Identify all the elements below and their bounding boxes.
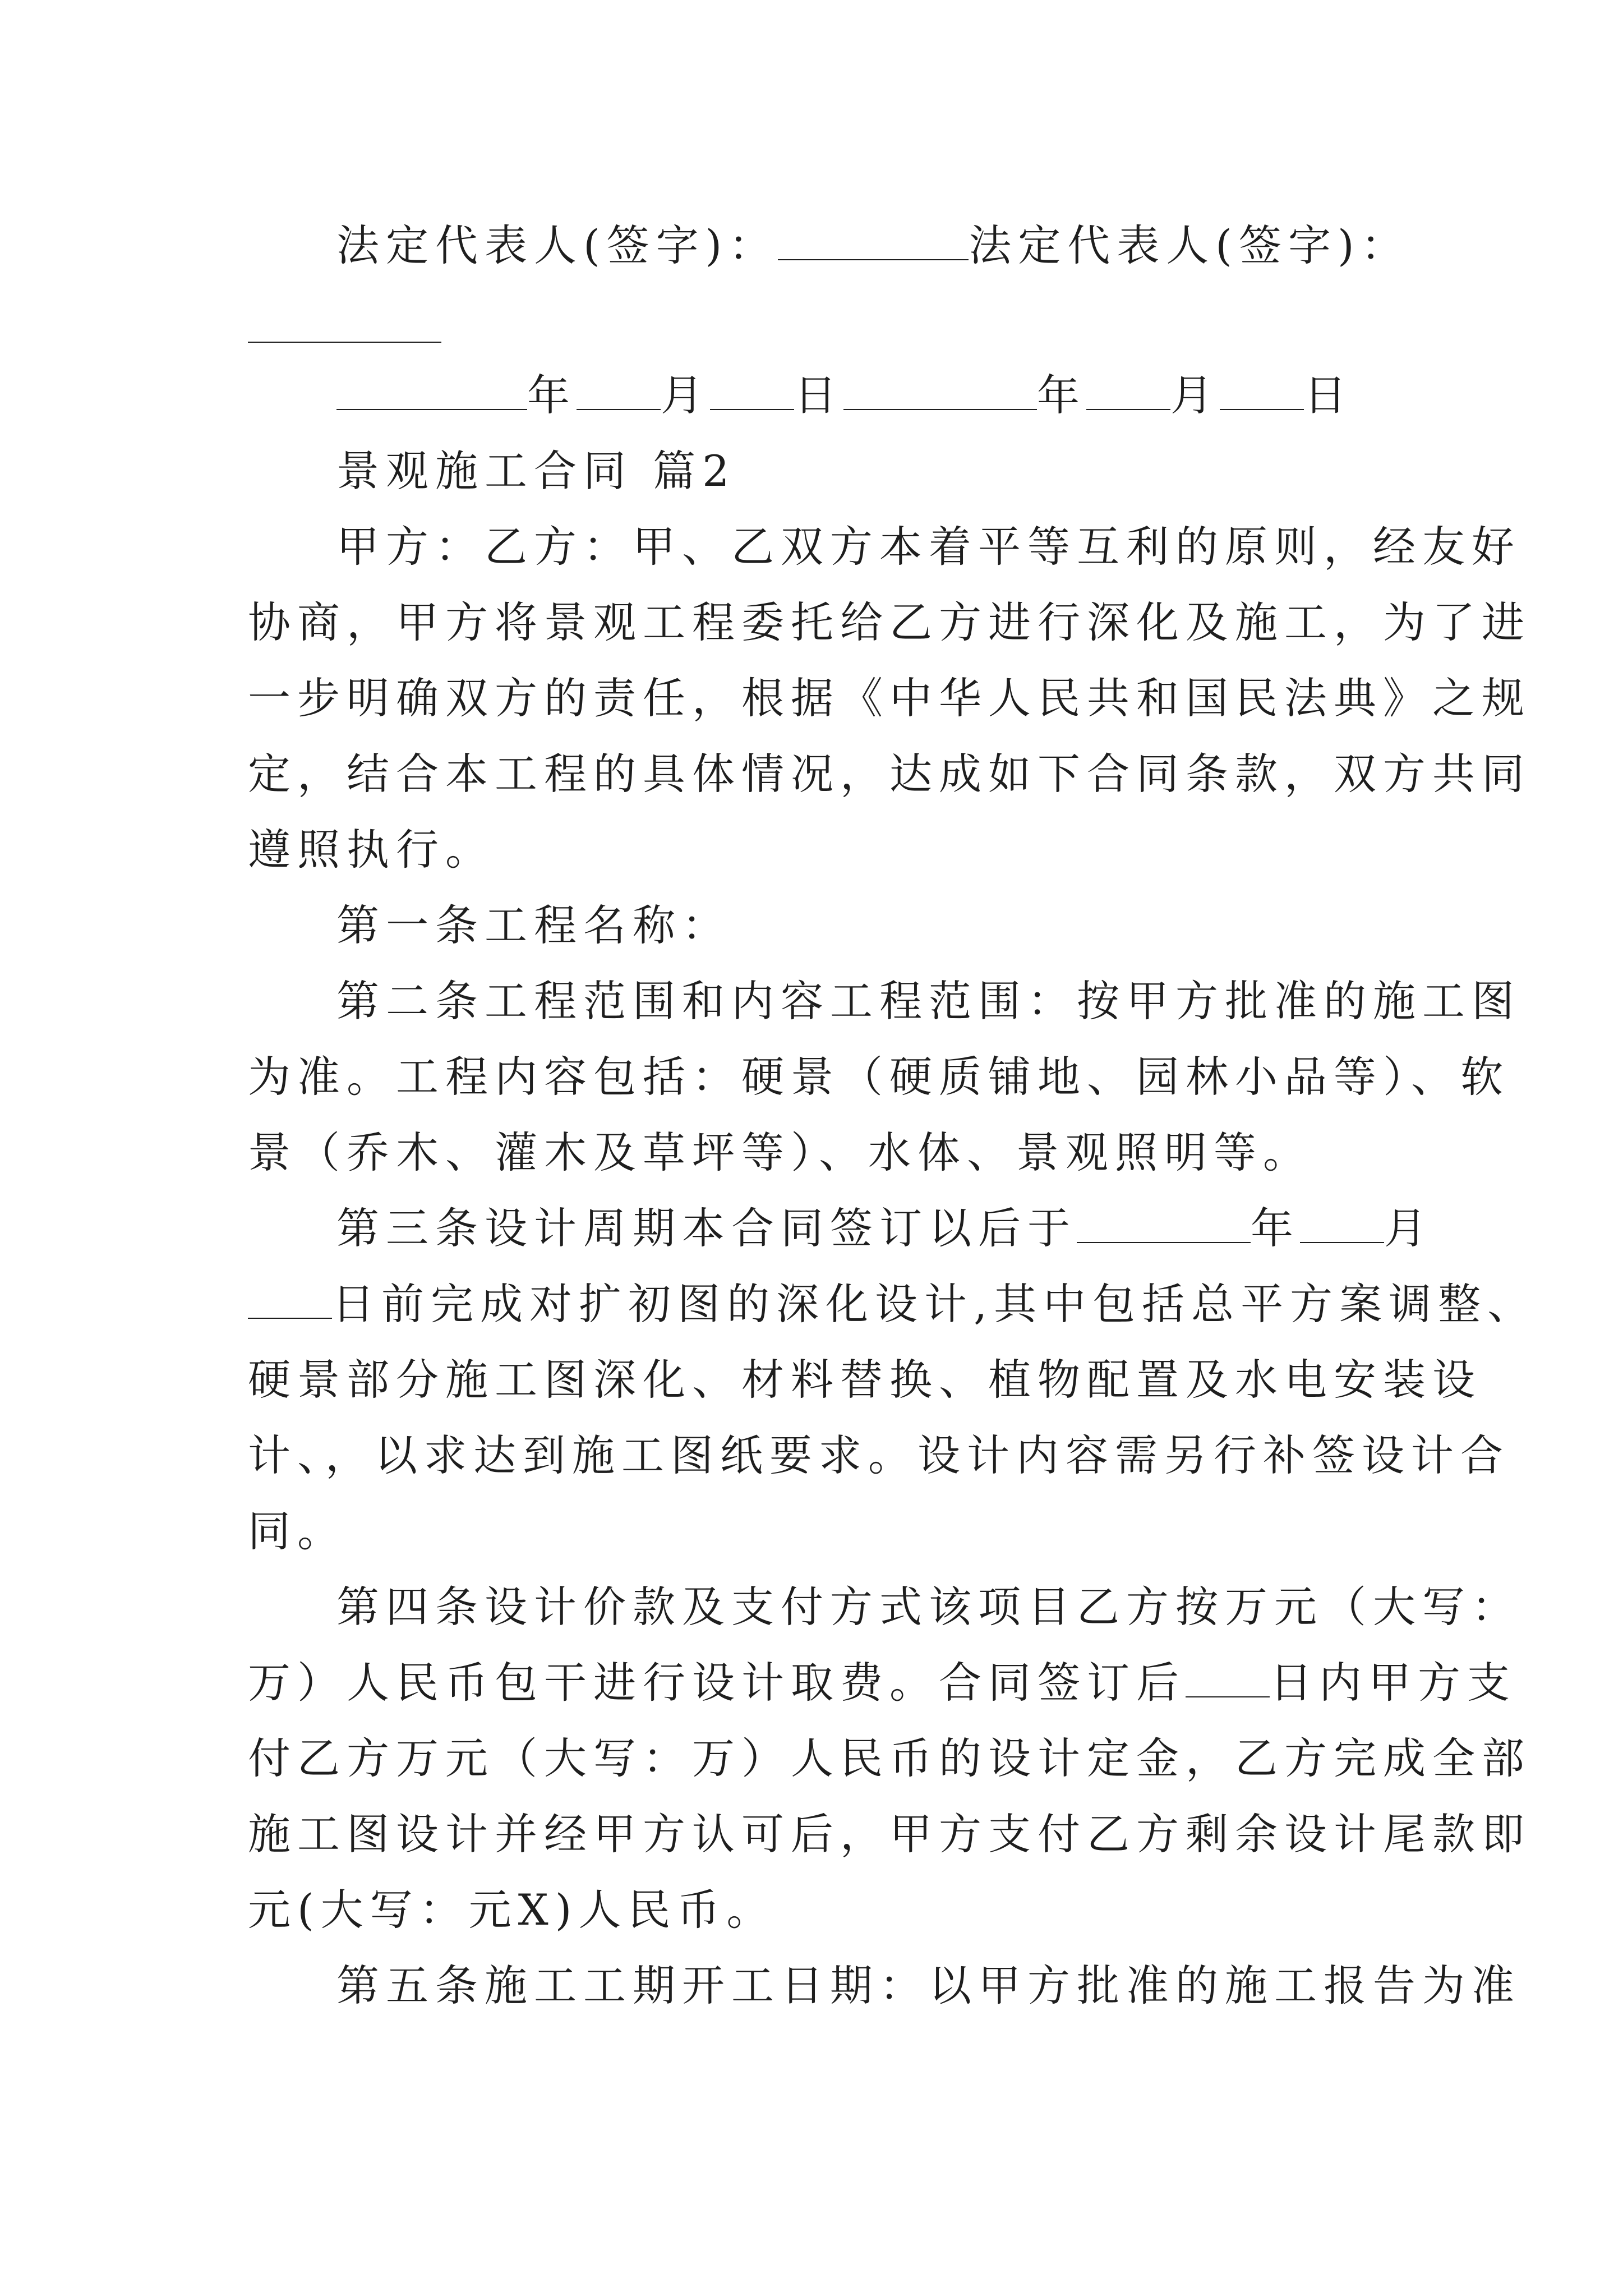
paragraph-line: 第五条施工工期开工日期：以甲方批准的施工报告为准 xyxy=(336,1961,1521,2010)
paragraph-line xyxy=(248,1655,1516,1711)
paragraph-line: 定，结合本工程的具体情况，达成如下合同条款，双方共同 xyxy=(248,749,1531,799)
day-blank-b xyxy=(1220,369,1304,410)
month-blank-c xyxy=(1300,1202,1384,1243)
paragraph-line: 甲方：乙方：甲、乙双方本着平等互利的原则，经友好 xyxy=(336,522,1521,572)
year-blank-b xyxy=(843,369,1037,410)
article-3-cont: 日前完成对扩初图的深化设计,其中包括总平方案调整、 xyxy=(332,1279,1537,1329)
rep-label-a: 法定代表人(签字)： xyxy=(336,220,778,270)
paragraph-line: 景（乔木、灌木及草坪等）、水体、景观照明等。 xyxy=(248,1128,1312,1177)
date-day-a: 日 xyxy=(794,370,843,420)
day-blank-a xyxy=(710,369,794,410)
date-day-b: 日 xyxy=(1304,370,1353,420)
paragraph-line: 协商，甲方将景观工程委托给乙方进行深化及施工，为了进 xyxy=(248,597,1531,647)
date-month-a: 月 xyxy=(661,370,710,420)
article-4-text: 万）人民币包干进行设计取费。合同签订后 xyxy=(248,1658,1186,1708)
article-1: 第一条工程名称： xyxy=(336,900,731,950)
year-blank-c xyxy=(1077,1202,1251,1243)
paragraph-line: 付乙方万元（大写：万）人民币的设计定金，乙方完成全部 xyxy=(248,1733,1531,1783)
date-line xyxy=(248,367,1389,424)
section-title: 景观施工合同 篇2 xyxy=(336,446,736,496)
paragraph-line: 为准。工程内容包括：硬景（硬质铺地、园林小品等）、软 xyxy=(248,1052,1510,1102)
paragraph-line: 硬景部分施工图深化、材料替换、植物配置及水电安装设 xyxy=(248,1355,1482,1405)
article-3-month: 月 xyxy=(1384,1203,1433,1253)
rep-label-b: 法定代表人(签字)： xyxy=(969,220,1410,270)
year-blank-a xyxy=(336,369,527,410)
article-3-line xyxy=(248,1200,1433,1257)
signature-overflow-line xyxy=(248,300,1389,356)
month-blank-a xyxy=(577,369,661,410)
date-year-a: 年 xyxy=(527,370,577,420)
paragraph-line: 遵照执行。 xyxy=(248,825,495,875)
paragraph-line: 同。 xyxy=(248,1506,347,1556)
rep-blank-b xyxy=(248,308,441,343)
date-year-b: 年 xyxy=(1037,370,1086,420)
paragraph-line: 施工图设计并经甲方认可后，甲方支付乙方剩余设计尾款即 xyxy=(248,1809,1531,1859)
date-month-b: 月 xyxy=(1170,370,1220,420)
day-blank-c xyxy=(248,1277,332,1319)
paragraph-line: 第二条工程范围和内容工程范围：按甲方批准的施工图 xyxy=(336,976,1521,1026)
article-3-year: 年 xyxy=(1251,1203,1300,1253)
paragraph-line xyxy=(248,1276,1537,1332)
rep-blank-a xyxy=(778,219,969,260)
day-blank-d xyxy=(1186,1656,1270,1697)
paragraph-line: 计、，以求达到施工图纸要求。设计内容需另行补签设计合 xyxy=(248,1430,1510,1480)
paragraph-line: 一步明确双方的责任，根据《中华人民共和国民法典》之规 xyxy=(248,673,1531,723)
month-blank-b xyxy=(1086,369,1170,410)
paragraph-line: 第四条设计价款及支付方式该项目乙方按万元（大写： xyxy=(336,1582,1521,1632)
article-3-text: 第三条设计周期本合同签订以后于 xyxy=(336,1203,1077,1253)
paragraph-line: 元(大写：元X)人民币。 xyxy=(248,1885,776,1935)
article-4-cont: 日内甲方支 xyxy=(1270,1658,1516,1708)
signature-line xyxy=(248,218,1410,274)
